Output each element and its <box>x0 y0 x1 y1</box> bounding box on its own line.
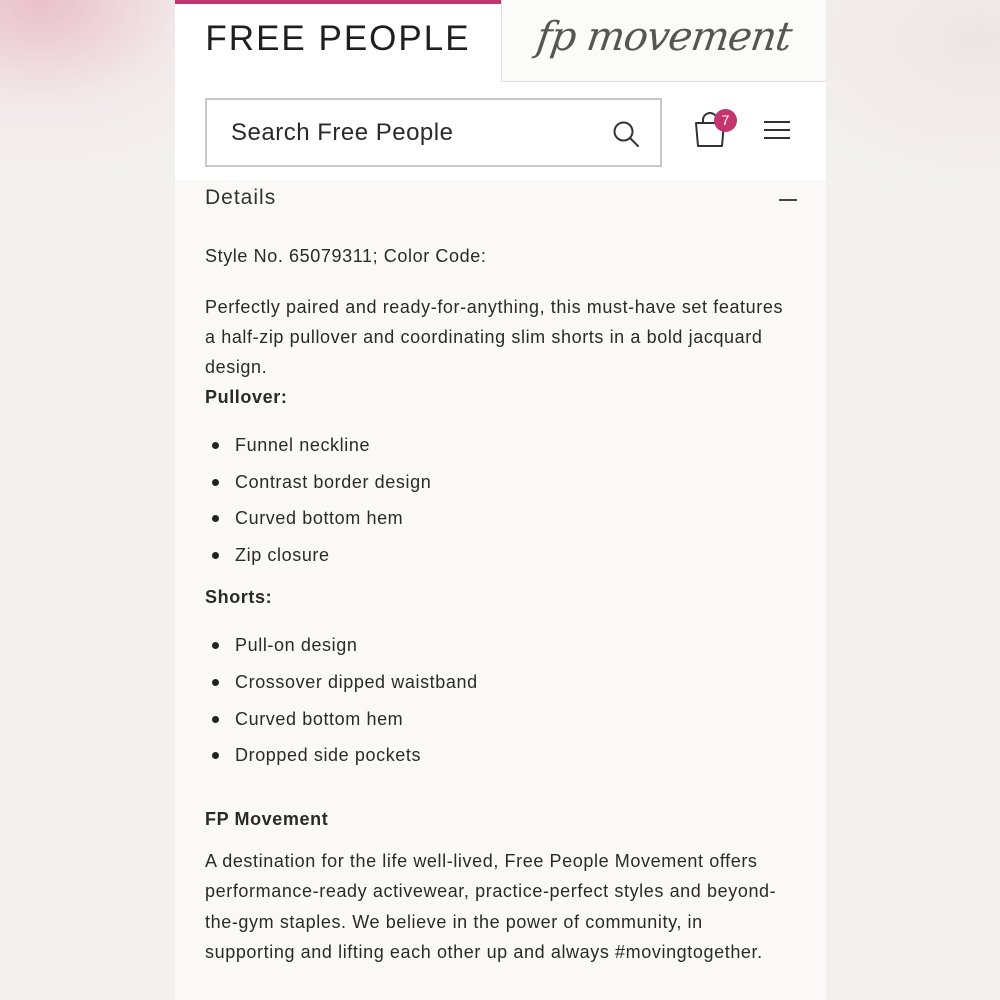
brand-tabs <box>175 0 826 82</box>
details-title: Details <box>205 186 277 209</box>
list-item: Crossover dipped waistband <box>205 667 805 704</box>
details-content <box>205 246 805 968</box>
minus-icon[interactable] <box>779 199 797 201</box>
list-item: Pull-on design <box>205 630 805 667</box>
search-icon[interactable] <box>612 120 640 148</box>
tab-fp-movement[interactable] <box>501 0 826 82</box>
fp-movement-body: A destination for the life well-lived, Free People Movement offers performance-ready activewear, practice-perfect styles and beyond-the-gym staples. We believe in the power of community, in supporting and lifting each other up and always #movingtogether. <box>205 850 777 963</box>
search-input[interactable] <box>231 119 591 147</box>
list-item: Dropped side pockets <box>205 740 805 777</box>
product-description: Perfectly paired and ready-for-anything, this must-have set features a half-zip pullover and coordinating slim shorts in a bold jacquard design. <box>205 297 784 377</box>
fp-movement-logo: fp movement <box>533 13 795 60</box>
page-frame <box>175 0 826 1000</box>
shorts-heading: Shorts: <box>205 587 273 608</box>
site-header <box>175 82 826 180</box>
details-accordion-header[interactable] <box>205 186 797 216</box>
cart-button[interactable] <box>693 106 741 150</box>
hamburger-menu-icon[interactable] <box>764 120 790 140</box>
pullover-list <box>205 430 805 576</box>
pullover-heading: Pullover: <box>205 387 288 407</box>
tab-free-people[interactable] <box>175 0 501 82</box>
list-item: Curved bottom hem <box>205 704 805 741</box>
list-item: Contrast border design <box>205 467 805 504</box>
list-item: Zip closure <box>205 540 805 577</box>
fp-movement-heading: FP Movement <box>205 808 329 829</box>
search-box[interactable] <box>205 98 662 167</box>
cart-count-badge: 7 <box>714 109 737 132</box>
free-people-logo: FREE PEOPLE <box>205 19 471 58</box>
style-number: Style No. 65079311; Color Code: <box>205 246 487 266</box>
list-item: Funnel neckline <box>205 430 805 467</box>
shorts-list <box>205 630 805 776</box>
list-item: Curved bottom hem <box>205 503 805 540</box>
